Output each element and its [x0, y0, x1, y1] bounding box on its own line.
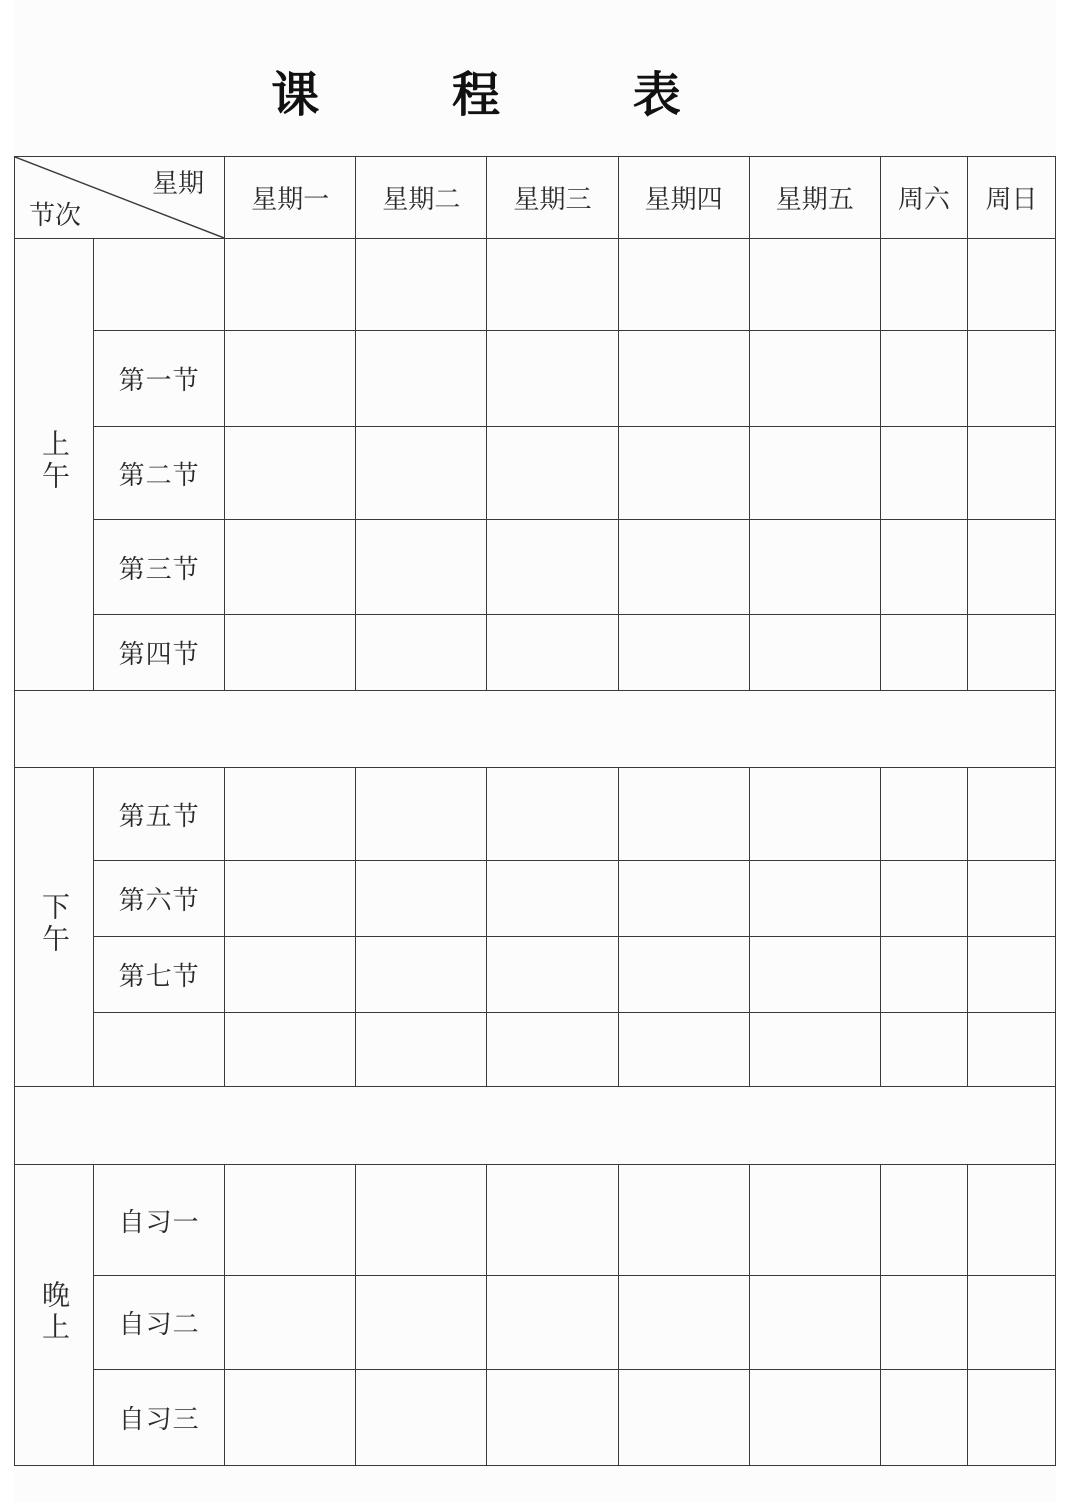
period-label: 第四节	[94, 615, 225, 691]
schedule-cell[interactable]	[967, 861, 1055, 937]
schedule-cell[interactable]	[749, 615, 880, 691]
period-label: 第六节	[94, 861, 225, 937]
schedule-cell[interactable]	[967, 937, 1055, 1013]
schedule-cell[interactable]	[225, 239, 356, 331]
table-row	[15, 1165, 1056, 1276]
schedule-cell[interactable]	[749, 861, 880, 937]
schedule-cell[interactable]	[967, 239, 1055, 331]
schedule-cell[interactable]	[356, 331, 487, 427]
schedule-cell[interactable]	[356, 239, 487, 331]
section-label-text: 上午	[38, 429, 72, 493]
schedule-cell[interactable]	[880, 520, 967, 615]
schedule-cell[interactable]	[225, 768, 356, 861]
schedule-cell[interactable]	[967, 1276, 1055, 1370]
schedule-cell[interactable]	[487, 520, 618, 615]
schedule-cell[interactable]	[749, 427, 880, 520]
schedule-cell[interactable]	[880, 239, 967, 331]
day-header-tue: 星期二	[356, 157, 487, 239]
schedule-cell[interactable]	[487, 1370, 618, 1466]
schedule-cell[interactable]	[487, 239, 618, 331]
table-row	[15, 427, 1056, 520]
day-header-fri: 星期五	[749, 157, 880, 239]
period-label: 自习二	[94, 1276, 225, 1370]
schedule-cell[interactable]	[487, 615, 618, 691]
schedule-cell[interactable]	[356, 937, 487, 1013]
schedule-cell[interactable]	[225, 1165, 356, 1276]
schedule-cell[interactable]	[618, 331, 749, 427]
day-header-thu: 星期四	[618, 157, 749, 239]
table-row	[15, 1370, 1056, 1466]
schedule-cell[interactable]	[225, 331, 356, 427]
period-label: 第一节	[94, 331, 225, 427]
schedule-cell[interactable]	[967, 1370, 1055, 1466]
schedule-cell[interactable]	[749, 1276, 880, 1370]
schedule-cell[interactable]	[618, 1370, 749, 1466]
schedule-cell[interactable]	[880, 768, 967, 861]
period-label: 第三节	[94, 520, 225, 615]
schedule-cell[interactable]	[618, 427, 749, 520]
corner-label-period: 节次	[29, 201, 82, 231]
schedule-cell[interactable]	[618, 1165, 749, 1276]
schedule-cell[interactable]	[749, 937, 880, 1013]
schedule-cell[interactable]	[749, 1165, 880, 1276]
break-row	[15, 1087, 1056, 1165]
schedule-cell[interactable]	[880, 1013, 967, 1087]
schedule-cell[interactable]	[225, 520, 356, 615]
schedule-cell[interactable]	[487, 1276, 618, 1370]
schedule-cell[interactable]	[225, 1276, 356, 1370]
schedule-cell[interactable]	[749, 331, 880, 427]
schedule-cell[interactable]	[618, 520, 749, 615]
schedule-cell[interactable]	[880, 861, 967, 937]
break-cell[interactable]	[15, 1087, 1056, 1165]
schedule-cell[interactable]	[225, 1013, 356, 1087]
schedule-cell[interactable]	[225, 937, 356, 1013]
schedule-cell[interactable]	[356, 1013, 487, 1087]
timetable	[14, 156, 1056, 1466]
schedule-cell[interactable]	[967, 768, 1055, 861]
schedule-cell[interactable]	[487, 768, 618, 861]
table-row	[15, 239, 1056, 331]
schedule-cell[interactable]	[487, 1165, 618, 1276]
table-row	[15, 615, 1056, 691]
schedule-cell[interactable]	[967, 615, 1055, 691]
break-row	[15, 691, 1056, 768]
break-cell[interactable]	[15, 691, 1056, 768]
schedule-cell[interactable]	[880, 331, 967, 427]
schedule-cell[interactable]	[749, 768, 880, 861]
table-row	[15, 520, 1056, 615]
schedule-cell[interactable]	[225, 615, 356, 691]
schedule-cell[interactable]	[356, 861, 487, 937]
table-row	[15, 1276, 1056, 1370]
day-header-sat: 周六	[880, 157, 967, 239]
schedule-cell[interactable]	[618, 768, 749, 861]
table-row	[15, 937, 1056, 1013]
period-label: 自习一	[94, 1165, 225, 1276]
day-header-sun: 周日	[967, 157, 1055, 239]
schedule-cell[interactable]	[880, 1370, 967, 1466]
schedule-cell[interactable]	[487, 1013, 618, 1087]
schedule-cell[interactable]	[880, 427, 967, 520]
schedule-cell[interactable]	[356, 520, 487, 615]
schedule-cell[interactable]	[356, 615, 487, 691]
schedule-cell[interactable]	[487, 861, 618, 937]
schedule-cell[interactable]	[356, 1276, 487, 1370]
schedule-cell[interactable]	[967, 520, 1055, 615]
schedule-cell[interactable]	[618, 615, 749, 691]
header-row	[15, 157, 1056, 239]
section-label-text: 下午	[38, 891, 72, 956]
day-header-wed: 星期三	[487, 157, 618, 239]
page-title: 课 程 表	[271, 67, 739, 123]
schedule-cell[interactable]	[967, 1013, 1055, 1087]
header-corner-cell	[15, 157, 225, 239]
period-label: 第七节	[94, 937, 225, 1013]
schedule-cell[interactable]	[618, 937, 749, 1013]
schedule-cell[interactable]	[749, 239, 880, 331]
schedule-cell[interactable]	[967, 331, 1055, 427]
table-row	[15, 331, 1056, 427]
table-row	[15, 861, 1056, 937]
section-label-evening	[15, 1165, 94, 1466]
schedule-cell[interactable]	[749, 1013, 880, 1087]
schedule-cell[interactable]	[618, 861, 749, 937]
table-row	[15, 768, 1056, 861]
schedule-cell[interactable]	[967, 1165, 1055, 1276]
schedule-cell[interactable]	[880, 615, 967, 691]
schedule-cell[interactable]	[225, 1370, 356, 1466]
schedule-cell[interactable]	[618, 1276, 749, 1370]
period-label: 自习三	[94, 1370, 225, 1466]
schedule-cell[interactable]	[225, 861, 356, 937]
schedule-cell[interactable]	[356, 768, 487, 861]
schedule-cell[interactable]	[618, 1013, 749, 1087]
schedule-cell[interactable]	[749, 520, 880, 615]
schedule-cell[interactable]	[487, 937, 618, 1013]
schedule-cell[interactable]	[356, 1165, 487, 1276]
schedule-cell[interactable]	[749, 1370, 880, 1466]
schedule-cell[interactable]	[880, 1165, 967, 1276]
schedule-cell[interactable]	[356, 1370, 487, 1466]
schedule-cell[interactable]	[967, 427, 1055, 520]
period-label	[94, 1013, 225, 1087]
table-row	[15, 1013, 1056, 1087]
period-label: 第五节	[94, 768, 225, 861]
section-label-text: 晚上	[38, 1279, 72, 1344]
day-header-mon: 星期一	[225, 157, 356, 239]
section-label-morning	[15, 239, 94, 691]
schedule-cell[interactable]	[225, 427, 356, 520]
section-label-afternoon	[15, 768, 94, 1087]
corner-label-weekday: 星期	[152, 169, 205, 199]
schedule-cell[interactable]	[487, 331, 618, 427]
schedule-cell[interactable]	[487, 427, 618, 520]
schedule-cell[interactable]	[618, 239, 749, 331]
schedule-cell[interactable]	[880, 937, 967, 1013]
period-label: 第二节	[94, 427, 225, 520]
schedule-cell[interactable]	[356, 427, 487, 520]
period-label	[94, 239, 225, 331]
schedule-cell[interactable]	[880, 1276, 967, 1370]
